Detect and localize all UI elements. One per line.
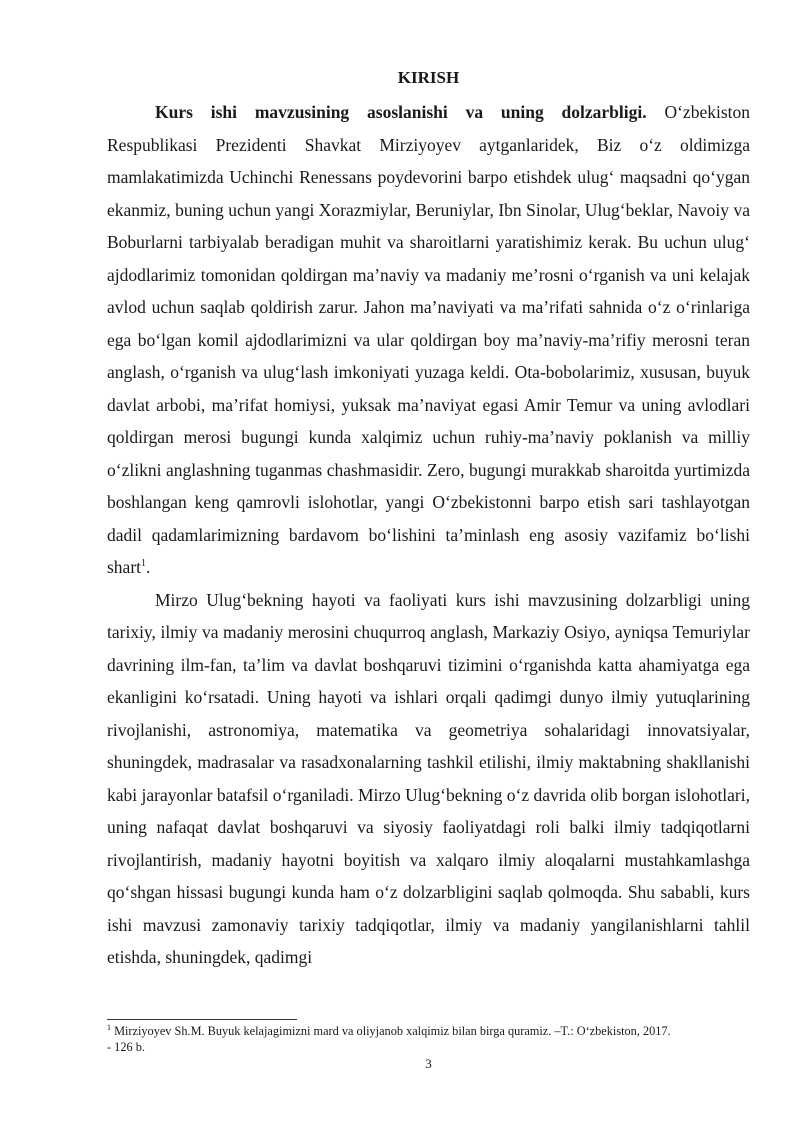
footnote-text: Mirziyoyev Sh.M. Buyuk kelajagimizni mard va oliyjanob xalqimiz bilan birga quramiz. –T.: O‘zbekiston, 2017. (111, 1024, 671, 1038)
footnote (107, 1023, 750, 1055)
footnote-line-1 (107, 1023, 750, 1039)
footnote-reference[interactable]: 1 (141, 558, 147, 570)
paragraph-1-text: O‘zbekiston Respublikasi Prezidenti Shavkat Mirziyoyev aytganlaridek, Biz o‘z oldimizga mamlakatimizda Uchinchi Renessans poydevorini barpo etishdek ulug‘ maqsadni qo‘ygan ekanmiz, buning uchun yangi Xorazmiylar, Beruniylar, Ibn Sinolar, Ulug‘beklar, Navoiy va Boburlarni tarbiyalab beradigan muhit va sharoitlarni yaratishimiz kerak. Bu uchun ulug‘ ajdodlarimiz tomonidan qoldirgan ma’naviy va madaniy me’rosni o‘rganish va uni kelajak avlod uchun saqlab qoldirish zarur. Jahon ma’naviyati va ma’rifati sahnida o‘z o‘rinlariga ega bo‘lgan komil ajdodlarimizni va ular qoldirgan boy ma’naviy-ma’rifiy merosni teran anglash, o‘rganish va ulug‘lash imkoniyati yuzaga keldi. Ota-bobolarimiz, xususan, buyuk davlat arbobi, ma’rifat homiysi, yuksak ma’naviyat egasi Amir Temur va uning avlodlari qoldirgan merosi bugungi kunda xalqimiz uchun ruhiy-ma’naviy poklanish va milliy o‘zlikni anglashning tuganmas chashmasidir. Zero, bugungi murakkab sharoitda yurtimizda boshlangan keng qamrovli islohotlar, yangi O‘zbekistonni barpo etish sari tashlayotgan dadil qadamlarimizning bardavom bo‘lishini ta’minlash eng asosiy vazifamiz bo‘lishi shart (107, 102, 750, 577)
paragraph-1-end: . (146, 557, 151, 577)
section-title: KIRISH (397, 68, 460, 87)
footnote-number: 1 (107, 1022, 111, 1032)
page-number: 3 (425, 1056, 432, 1071)
footnote-separator (107, 1019, 297, 1020)
paragraph-1-lead: Kurs ishi mavzusining asoslanishi va uning dolzarbligi. (155, 102, 647, 122)
paragraph-1 (107, 96, 750, 584)
footnote-line-2: - 126 b. (107, 1040, 145, 1054)
paragraph-2: Mirzo Ulug‘bekning hayoti va faoliyati kurs ishi mavzusining dolzarbligi uning tarixiy, ilmiy va madaniy merosini chuqurroq anglash, Markaziy Osiyo, ayniqsa Temuriylar davrining ilm-fan, ta’lim va davlat boshqaruvi tizimini o‘rganishda katta ahamiyatga ega ekanligini ko‘rsatadi. Uning hayoti va ishlari orqali qadimgi dunyo ilmiy yutuqlarining rivojlanishi, astronomiya, matematika va geometriya sohalaridagi innovatsiyalar, shuningdek, madrasalar va rasadxonalarning tashkil etilishi, ilmiy maktabning shakllanishi kabi jarayonlar batafsil o‘rganiladi. Mirzo Ulug‘bekning o‘z davrida olib borgan islohotlari, uning nafaqat davlat boshqaruvi va siyosiy faoliyatdagi roli balki ilmiy tadqiqotlarni rivojlantirish, madaniy hayotni boyitish va xalqaro ilmiy aloqalarni mustahkamlashga qo‘shgan hissasi bugungi kunda ham o‘z dolzarbligini saqlab qolmoqda. Shu sababli, kurs ishi mavzusi zamonaviy tarixiy tadqiqotlar, ilmiy va madaniy yangilanishlarni tahlil etishda, shuningdek, qadimgi (107, 589, 750, 967)
document-page (107, 64, 750, 974)
